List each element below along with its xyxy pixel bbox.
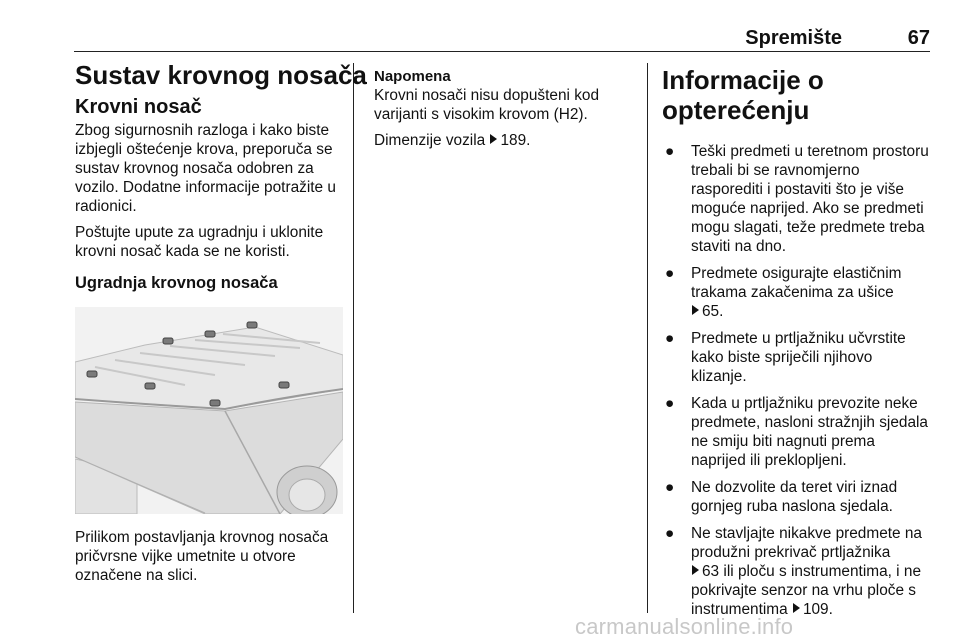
list-item: ● Ne dozvolite da teret viri iznad gornjeg ruba naslona sjedala. bbox=[665, 479, 898, 515]
page-reference-icon bbox=[490, 134, 497, 144]
bullet-icon: ● bbox=[665, 330, 675, 347]
column-middle bbox=[374, 67, 636, 157]
bullet-icon: ● bbox=[665, 143, 675, 160]
list-item: ● Ne stavljajte nikakve predmete na produžni prekrivač prtljažnika 63 ili ploču s instrumentima, i ne pokrivajte senzor na vrhu ploče s instrumentima 109. bbox=[665, 525, 922, 618]
bullet-icon: ● bbox=[665, 265, 675, 282]
load-info-list bbox=[662, 142, 930, 619]
van-roof-illustration bbox=[75, 307, 343, 514]
page-reference[interactable]: 63 bbox=[702, 563, 720, 580]
column-divider-1 bbox=[353, 63, 354, 613]
bullet-icon: ● bbox=[665, 395, 675, 412]
note-text: Krovni nosači nisu dopušteni kod varijanti s visokim krovom (H2). bbox=[374, 87, 600, 123]
list-item: ● Teški predmeti u teretnom prostoru trebali bi se ravnomjerno rasporediti i postaviti što je više moguće naprijed. Ako se predmeti mogu slagati, teže predmete treba staviti na dno. bbox=[665, 143, 929, 255]
page-reference-icon bbox=[692, 565, 699, 575]
paragraph-safety: Zbog sigurnosnih razloga i kako biste izbjegli oštećenje krova, preporuča se sustav krovnog nosača odobren za vozilo. Dodatne informacije potražite u radionici. bbox=[75, 122, 336, 215]
header-rule bbox=[74, 51, 930, 52]
list-item: ● Kada u prtljažniku prevozite neke predmete, nasloni stražnjih sjedala ne smiju biti nagnuti prema naprijed ili preklopljeni. bbox=[665, 395, 928, 469]
note-label: Napomena bbox=[374, 68, 451, 85]
watermark: carmanualsonline.info bbox=[575, 614, 794, 639]
column-left bbox=[75, 60, 367, 592]
list-item: ● Predmete u prtljažniku učvrstite kako biste spriječili njihovo klizanje. bbox=[665, 330, 906, 385]
bullet-icon: ● bbox=[665, 479, 675, 496]
page-reference-icon bbox=[793, 603, 800, 613]
page-number: 67 bbox=[907, 27, 930, 49]
page-reference-icon bbox=[692, 305, 699, 315]
paragraph-installation: Poštujte upute za ugradnju i uklonite krovni nosač kada se ne koristi. bbox=[75, 224, 324, 260]
section-heading-roof-rack: Sustav krovnog nosača bbox=[75, 60, 367, 90]
column-right bbox=[662, 61, 930, 627]
page-reference[interactable]: 109. bbox=[802, 601, 833, 618]
bullet-icon: ● bbox=[665, 525, 675, 542]
list-item: ● Predmete osigurajte elastičnim trakama zakačenima za ušice 65. bbox=[665, 265, 902, 320]
vehicle-dimensions-ref[interactable]: Dimenzije vozila 189. bbox=[374, 132, 531, 149]
page-reference[interactable]: 65. bbox=[702, 303, 724, 320]
section-heading-load-info: Informacije o opterećenju bbox=[662, 65, 824, 125]
subheading-roof-rack: Krovni nosač bbox=[75, 96, 202, 118]
column-divider-2 bbox=[647, 63, 648, 613]
header-title: Spremište bbox=[745, 27, 842, 49]
subsection-heading-mounting: Ugradnja krovnog nosača bbox=[75, 274, 278, 292]
figure-caption: Prilikom postavljanja krovnog nosača pričvrsne vijke umetnite u otvore označene na slici. bbox=[75, 529, 329, 584]
